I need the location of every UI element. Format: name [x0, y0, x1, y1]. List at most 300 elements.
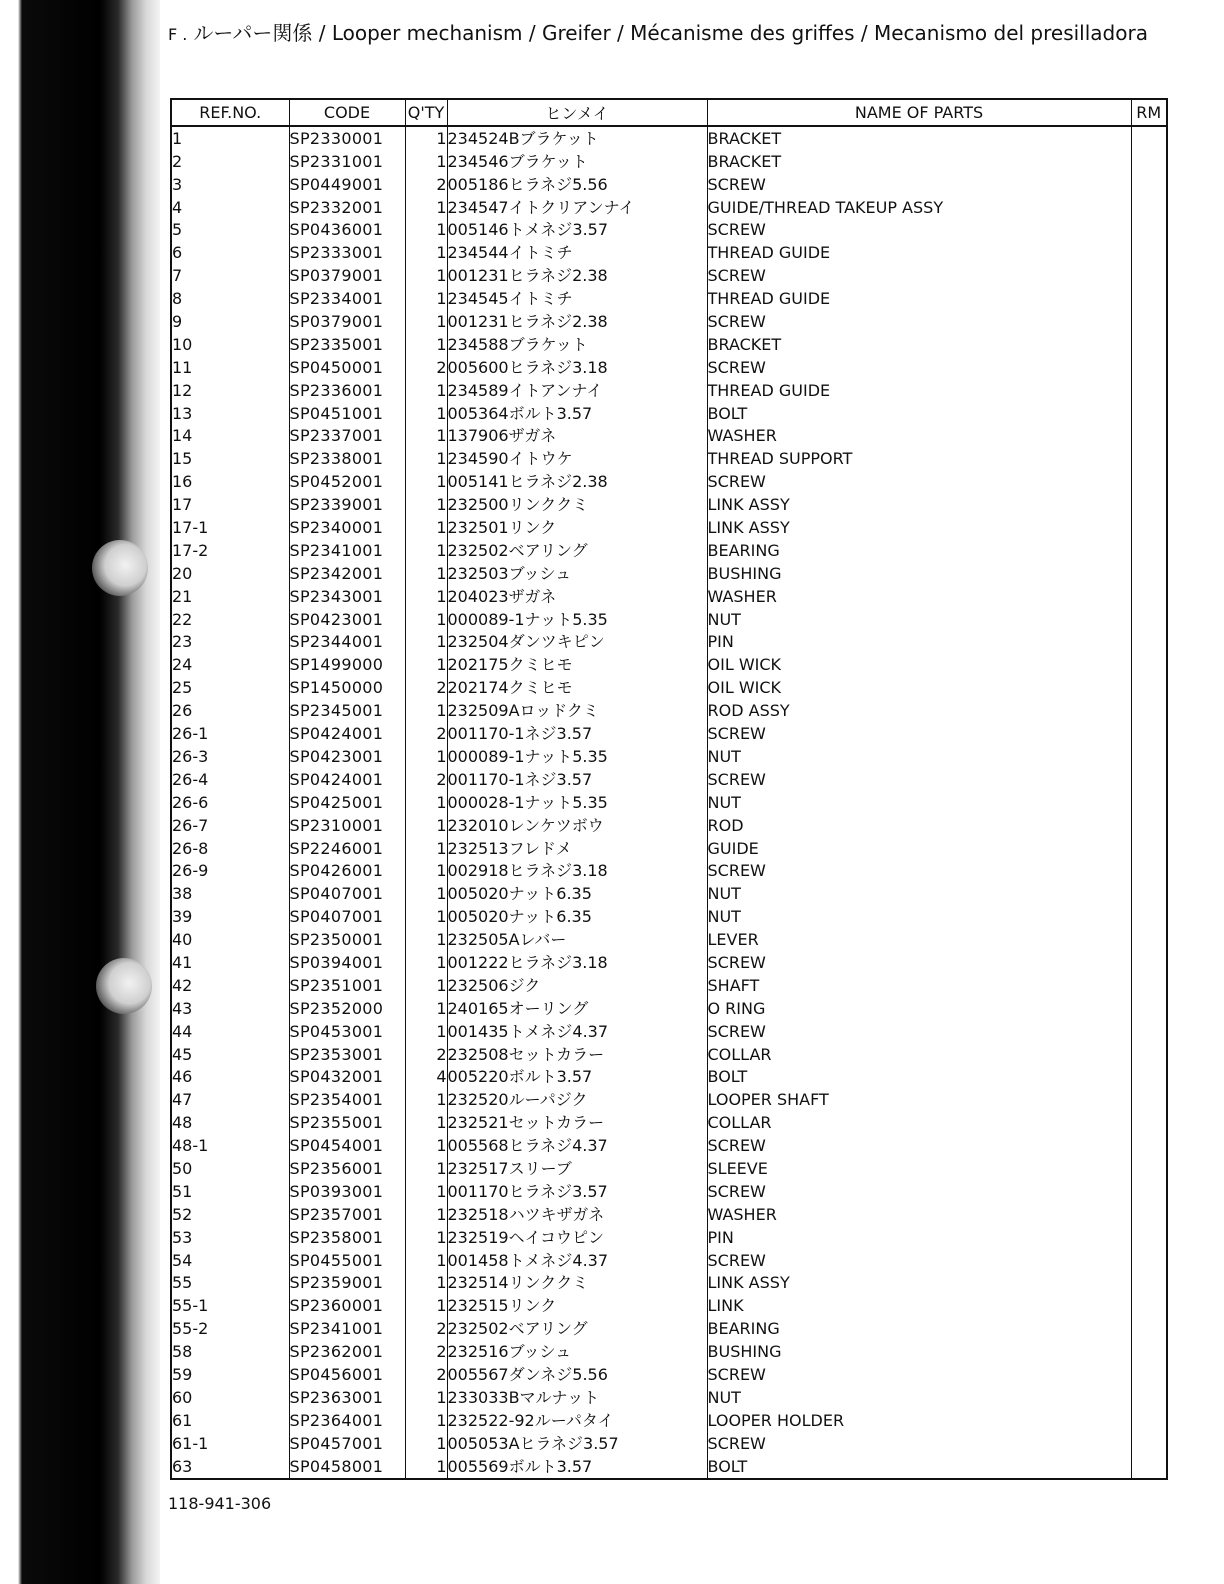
section-letter: F .: [168, 25, 188, 44]
hinmei-cell: 137906ザガネ: [447, 425, 707, 448]
code-cell: SP2357001: [289, 1203, 405, 1226]
qty-cell: 1: [405, 928, 447, 951]
table-row: [171, 379, 1167, 402]
part-name-cell: NUT: [707, 791, 1131, 814]
ref-no-cell: 59: [171, 1363, 289, 1386]
ref-no-cell: 54: [171, 1249, 289, 1272]
hinmei-cell: 001458トメネジ4.37: [447, 1249, 707, 1272]
code-cell: SP2331001: [289, 150, 405, 173]
qty-cell: 1: [405, 1157, 447, 1180]
ref-no-cell: 26-3: [171, 745, 289, 768]
table-row: [171, 722, 1167, 745]
ref-no-cell: 26-8: [171, 837, 289, 860]
ref-no-cell: 12: [171, 379, 289, 402]
rm-cell: [1131, 356, 1167, 379]
code-cell: SP2354001: [289, 1088, 405, 1111]
code-cell: SP2341001: [289, 539, 405, 562]
part-name-cell: SCREW: [707, 356, 1131, 379]
qty-cell: 1: [405, 241, 447, 264]
hinmei-cell: 234544イトミチ: [447, 241, 707, 264]
part-name-cell: SCREW: [707, 219, 1131, 242]
code-cell: SP2358001: [289, 1226, 405, 1249]
qty-cell: 1: [405, 562, 447, 585]
col-header-rm: RM: [1131, 99, 1167, 126]
ref-no-cell: 17: [171, 493, 289, 516]
qty-cell: 1: [405, 1020, 447, 1043]
table-row: [171, 1363, 1167, 1386]
ref-no-cell: 45: [171, 1043, 289, 1066]
rm-cell: [1131, 974, 1167, 997]
hinmei-cell: 001170ヒラネジ3.57: [447, 1180, 707, 1203]
code-cell: SP2350001: [289, 928, 405, 951]
code-cell: SP2333001: [289, 241, 405, 264]
table-row: [171, 402, 1167, 425]
rm-cell: [1131, 241, 1167, 264]
code-cell: SP0423001: [289, 745, 405, 768]
code-cell: SP0394001: [289, 951, 405, 974]
rm-cell: [1131, 1249, 1167, 1272]
qty-cell: 1: [405, 493, 447, 516]
col-header-qty: Q'TY: [405, 99, 447, 126]
qty-cell: 1: [405, 470, 447, 493]
rm-cell: [1131, 264, 1167, 287]
hinmei-cell: 233033Bマルナット: [447, 1386, 707, 1409]
table-row: [171, 997, 1167, 1020]
code-cell: SP0426001: [289, 860, 405, 883]
hinmei-cell: 232515リンク: [447, 1294, 707, 1317]
qty-cell: 1: [405, 219, 447, 242]
qty-cell: 1: [405, 608, 447, 631]
part-name-cell: THREAD GUIDE: [707, 241, 1131, 264]
rm-cell: [1131, 1294, 1167, 1317]
qty-cell: 1: [405, 310, 447, 333]
qty-cell: 1: [405, 882, 447, 905]
hinmei-cell: 001435トメネジ4.37: [447, 1020, 707, 1043]
hinmei-cell: 005568ヒラネジ4.37: [447, 1134, 707, 1157]
code-cell: SP0455001: [289, 1249, 405, 1272]
part-name-cell: COLLAR: [707, 1043, 1131, 1066]
part-name-cell: GUIDE: [707, 837, 1131, 860]
hinmei-cell: 240165オーリング: [447, 997, 707, 1020]
qty-cell: 2: [405, 768, 447, 791]
ref-no-cell: 17-1: [171, 516, 289, 539]
code-cell: SP2339001: [289, 493, 405, 516]
table-row: [171, 699, 1167, 722]
code-cell: SP0453001: [289, 1020, 405, 1043]
qty-cell: 1: [405, 516, 447, 539]
hinmei-cell: 204023ザガネ: [447, 585, 707, 608]
ref-no-cell: 10: [171, 333, 289, 356]
qty-cell: 2: [405, 1363, 447, 1386]
table-row: [171, 1317, 1167, 1340]
hinmei-cell: 232513フレドメ: [447, 837, 707, 860]
table-row: [171, 516, 1167, 539]
hinmei-cell: 234588ブラケット: [447, 333, 707, 356]
hinmei-cell: 232501リンク: [447, 516, 707, 539]
table-row: [171, 676, 1167, 699]
code-cell: SP2332001: [289, 196, 405, 219]
rm-cell: [1131, 676, 1167, 699]
rm-cell: [1131, 219, 1167, 242]
rm-cell: [1131, 1432, 1167, 1455]
ref-no-cell: 55: [171, 1272, 289, 1295]
hinmei-cell: 000089-1ナット5.35: [447, 745, 707, 768]
qty-cell: 4: [405, 1066, 447, 1089]
rm-cell: [1131, 1363, 1167, 1386]
part-name-cell: SCREW: [707, 768, 1131, 791]
rm-cell: [1131, 196, 1167, 219]
hinmei-cell: 005053Aヒラネジ3.57: [447, 1432, 707, 1455]
hinmei-cell: 232504ダンツキピン: [447, 631, 707, 654]
table-row: [171, 470, 1167, 493]
hinmei-cell: 234545イトミチ: [447, 287, 707, 310]
rm-cell: [1131, 928, 1167, 951]
rm-cell: [1131, 1226, 1167, 1249]
binder-hole-top: [92, 540, 148, 596]
rm-cell: [1131, 722, 1167, 745]
part-name-cell: NUT: [707, 608, 1131, 631]
part-name-cell: BUSHING: [707, 1340, 1131, 1363]
qty-cell: 1: [405, 447, 447, 470]
part-name-cell: LINK: [707, 1294, 1131, 1317]
hinmei-cell: 005186ヒラネジ5.56: [447, 173, 707, 196]
hinmei-cell: 232505Aレバー: [447, 928, 707, 951]
ref-no-cell: 40: [171, 928, 289, 951]
hinmei-cell: 232518ハツキザガネ: [447, 1203, 707, 1226]
table-row: [171, 928, 1167, 951]
rm-cell: [1131, 425, 1167, 448]
table-row: [171, 1455, 1167, 1479]
table-row: [171, 493, 1167, 516]
table-row: [171, 310, 1167, 333]
hinmei-cell: 005146トメネジ3.57: [447, 219, 707, 242]
hinmei-cell: 232500リンククミ: [447, 493, 707, 516]
part-name-cell: PIN: [707, 631, 1131, 654]
binder-edge-shadow: [0, 0, 160, 1584]
part-name-cell: THREAD SUPPORT: [707, 447, 1131, 470]
code-cell: SP0458001: [289, 1455, 405, 1479]
code-cell: SP0424001: [289, 768, 405, 791]
code-cell: SP2336001: [289, 379, 405, 402]
code-cell: SP0393001: [289, 1180, 405, 1203]
rm-cell: [1131, 631, 1167, 654]
rm-cell: [1131, 447, 1167, 470]
part-name-cell: BEARING: [707, 1317, 1131, 1340]
part-name-cell: OIL WICK: [707, 653, 1131, 676]
rm-cell: [1131, 516, 1167, 539]
ref-no-cell: 15: [171, 447, 289, 470]
hinmei-cell: 202174クミヒモ: [447, 676, 707, 699]
qty-cell: 1: [405, 1455, 447, 1479]
hinmei-cell: 232502ベアリング: [447, 539, 707, 562]
binder-hole-bottom: [96, 958, 152, 1014]
code-cell: SP0379001: [289, 310, 405, 333]
ref-no-cell: 43: [171, 997, 289, 1020]
table-row: [171, 333, 1167, 356]
part-name-cell: BRACKET: [707, 126, 1131, 150]
qty-cell: 1: [405, 1111, 447, 1134]
table-row: [171, 539, 1167, 562]
table-row: [171, 1432, 1167, 1455]
table-row: [171, 1180, 1167, 1203]
ref-no-cell: 2: [171, 150, 289, 173]
ref-no-cell: 47: [171, 1088, 289, 1111]
rm-cell: [1131, 1409, 1167, 1432]
col-header-hinmei: ヒンメイ: [447, 99, 707, 126]
table-row: [171, 447, 1167, 470]
part-name-cell: SCREW: [707, 722, 1131, 745]
part-name-cell: BOLT: [707, 402, 1131, 425]
code-cell: SP2334001: [289, 287, 405, 310]
hinmei-cell: 005567ダンネジ5.56: [447, 1363, 707, 1386]
part-name-cell: SCREW: [707, 1134, 1131, 1157]
hinmei-cell: 234524Bブラケット: [447, 126, 707, 150]
qty-cell: 1: [405, 1432, 447, 1455]
code-cell: SP2343001: [289, 585, 405, 608]
hinmei-cell: 001222ヒラネジ3.18: [447, 951, 707, 974]
part-name-cell: SCREW: [707, 310, 1131, 333]
code-cell: SP2310001: [289, 814, 405, 837]
code-cell: SP0425001: [289, 791, 405, 814]
table-row: [171, 974, 1167, 997]
ref-no-cell: 26-9: [171, 860, 289, 883]
rm-cell: [1131, 1157, 1167, 1180]
part-name-cell: BOLT: [707, 1455, 1131, 1479]
code-cell: SP2341001: [289, 1317, 405, 1340]
table-row: [171, 196, 1167, 219]
rm-cell: [1131, 126, 1167, 150]
part-name-cell: SCREW: [707, 1432, 1131, 1455]
ref-no-cell: 20: [171, 562, 289, 585]
qty-cell: 1: [405, 1272, 447, 1295]
code-cell: SP2337001: [289, 425, 405, 448]
code-cell: SP2344001: [289, 631, 405, 654]
hinmei-cell: 232516ブッシュ: [447, 1340, 707, 1363]
qty-cell: 1: [405, 425, 447, 448]
rm-cell: [1131, 1455, 1167, 1479]
rm-cell: [1131, 837, 1167, 860]
qty-cell: 1: [405, 1409, 447, 1432]
hinmei-cell: 234590イトウケ: [447, 447, 707, 470]
ref-no-cell: 23: [171, 631, 289, 654]
table-row: [171, 837, 1167, 860]
ref-no-cell: 21: [171, 585, 289, 608]
code-cell: SP1450000: [289, 676, 405, 699]
section-title: ルーパー関係 / Looper mechanism / Greifer / Mécanisme des griffes / Mecanismo del presilladora: [193, 21, 1148, 45]
hinmei-cell: 232508セットカラー: [447, 1043, 707, 1066]
qty-cell: 1: [405, 745, 447, 768]
rm-cell: [1131, 882, 1167, 905]
qty-cell: 1: [405, 1226, 447, 1249]
code-cell: SP2335001: [289, 333, 405, 356]
hinmei-cell: 232010レンケツボウ: [447, 814, 707, 837]
rm-cell: [1131, 539, 1167, 562]
rm-cell: [1131, 699, 1167, 722]
table-row: [171, 1409, 1167, 1432]
code-cell: SP0407001: [289, 882, 405, 905]
code-cell: SP0451001: [289, 402, 405, 425]
code-cell: SP2340001: [289, 516, 405, 539]
code-cell: SP2363001: [289, 1386, 405, 1409]
code-cell: SP0423001: [289, 608, 405, 631]
rm-cell: [1131, 310, 1167, 333]
part-name-cell: SLEEVE: [707, 1157, 1131, 1180]
ref-no-cell: 3: [171, 173, 289, 196]
rm-cell: [1131, 1111, 1167, 1134]
ref-no-cell: 58: [171, 1340, 289, 1363]
rm-cell: [1131, 905, 1167, 928]
ref-no-cell: 8: [171, 287, 289, 310]
table-row: [171, 241, 1167, 264]
ref-no-cell: 51: [171, 1180, 289, 1203]
part-name-cell: LOOPER SHAFT: [707, 1088, 1131, 1111]
hinmei-cell: 005220ボルト3.57: [447, 1066, 707, 1089]
hinmei-cell: 005600ヒラネジ3.18: [447, 356, 707, 379]
qty-cell: 1: [405, 699, 447, 722]
rm-cell: [1131, 470, 1167, 493]
qty-cell: 1: [405, 585, 447, 608]
rm-cell: [1131, 1203, 1167, 1226]
code-cell: SP2330001: [289, 126, 405, 150]
qty-cell: 1: [405, 379, 447, 402]
ref-no-cell: 55-1: [171, 1294, 289, 1317]
hinmei-cell: 001170-1ネジ3.57: [447, 768, 707, 791]
code-cell: SP0379001: [289, 264, 405, 287]
rm-cell: [1131, 1386, 1167, 1409]
table-row: [171, 219, 1167, 242]
qty-cell: 1: [405, 653, 447, 676]
hinmei-cell: 232519ヘイコウピン: [447, 1226, 707, 1249]
table-row: [171, 791, 1167, 814]
code-cell: SP0456001: [289, 1363, 405, 1386]
qty-cell: 1: [405, 402, 447, 425]
qty-cell: 1: [405, 196, 447, 219]
ref-no-cell: 38: [171, 882, 289, 905]
rm-cell: [1131, 1340, 1167, 1363]
qty-cell: 1: [405, 287, 447, 310]
hinmei-cell: 232502ベアリング: [447, 1317, 707, 1340]
ref-no-cell: 52: [171, 1203, 289, 1226]
col-header-ref-no: REF.NO.: [171, 99, 289, 126]
qty-cell: 1: [405, 1203, 447, 1226]
table-row: [171, 1088, 1167, 1111]
part-name-cell: NUT: [707, 745, 1131, 768]
rm-cell: [1131, 1134, 1167, 1157]
table-row: [171, 951, 1167, 974]
code-cell: SP2352000: [289, 997, 405, 1020]
ref-no-cell: 17-2: [171, 539, 289, 562]
table-row: [171, 631, 1167, 654]
qty-cell: 1: [405, 264, 447, 287]
qty-cell: 1: [405, 837, 447, 860]
ref-no-cell: 7: [171, 264, 289, 287]
part-name-cell: OIL WICK: [707, 676, 1131, 699]
ref-no-cell: 41: [171, 951, 289, 974]
ref-no-cell: 26-7: [171, 814, 289, 837]
code-cell: SP0407001: [289, 905, 405, 928]
hinmei-cell: 001231ヒラネジ2.38: [447, 310, 707, 333]
code-cell: SP2351001: [289, 974, 405, 997]
hinmei-cell: 232520ルーパジク: [447, 1088, 707, 1111]
hinmei-cell: 005020ナット6.35: [447, 882, 707, 905]
part-name-cell: LINK ASSY: [707, 1272, 1131, 1295]
code-cell: SP2338001: [289, 447, 405, 470]
ref-no-cell: 50: [171, 1157, 289, 1180]
ref-no-cell: 13: [171, 402, 289, 425]
hinmei-cell: 005020ナット6.35: [447, 905, 707, 928]
qty-cell: 1: [405, 951, 447, 974]
ref-no-cell: 22: [171, 608, 289, 631]
ref-no-cell: 26-4: [171, 768, 289, 791]
rm-cell: [1131, 1020, 1167, 1043]
part-name-cell: O RING: [707, 997, 1131, 1020]
table-row: [171, 1043, 1167, 1066]
code-cell: SP0450001: [289, 356, 405, 379]
hinmei-cell: 002918ヒラネジ3.18: [447, 860, 707, 883]
hinmei-cell: 005141ヒラネジ2.38: [447, 470, 707, 493]
part-name-cell: SCREW: [707, 1180, 1131, 1203]
hinmei-cell: 232521セットカラー: [447, 1111, 707, 1134]
table-row: [171, 768, 1167, 791]
table-row: [171, 150, 1167, 173]
part-name-cell: BOLT: [707, 1066, 1131, 1089]
code-cell: SP2360001: [289, 1294, 405, 1317]
rm-cell: [1131, 379, 1167, 402]
rm-cell: [1131, 173, 1167, 196]
hinmei-cell: 232503ブッシュ: [447, 562, 707, 585]
hinmei-cell: 234546ブラケット: [447, 150, 707, 173]
ref-no-cell: 16: [171, 470, 289, 493]
hinmei-cell: 000089-1ナット5.35: [447, 608, 707, 631]
qty-cell: 2: [405, 1043, 447, 1066]
rm-cell: [1131, 1043, 1167, 1066]
part-name-cell: SCREW: [707, 860, 1131, 883]
qty-cell: 1: [405, 791, 447, 814]
part-name-cell: WASHER: [707, 585, 1131, 608]
qty-cell: 1: [405, 1088, 447, 1111]
rm-cell: [1131, 562, 1167, 585]
table-row: [171, 860, 1167, 883]
part-name-cell: PIN: [707, 1226, 1131, 1249]
part-name-cell: SCREW: [707, 264, 1131, 287]
part-name-cell: ROD ASSY: [707, 699, 1131, 722]
parts-table: [170, 98, 1168, 1480]
table-row: [171, 264, 1167, 287]
part-name-cell: LOOPER HOLDER: [707, 1409, 1131, 1432]
qty-cell: 1: [405, 1180, 447, 1203]
part-name-cell: GUIDE/THREAD TAKEUP ASSY: [707, 196, 1131, 219]
table-row: [171, 425, 1167, 448]
rm-cell: [1131, 860, 1167, 883]
qty-cell: 1: [405, 1134, 447, 1157]
section-header: [168, 18, 1168, 50]
col-header-code: CODE: [289, 99, 405, 126]
qty-cell: 1: [405, 905, 447, 928]
part-name-cell: LEVER: [707, 928, 1131, 951]
code-cell: SP2356001: [289, 1157, 405, 1180]
table-row: [171, 905, 1167, 928]
hinmei-cell: 001170-1ネジ3.57: [447, 722, 707, 745]
qty-cell: 1: [405, 860, 447, 883]
hinmei-cell: 202175クミヒモ: [447, 653, 707, 676]
ref-no-cell: 42: [171, 974, 289, 997]
part-name-cell: LINK ASSY: [707, 516, 1131, 539]
table-row: [171, 1020, 1167, 1043]
part-name-cell: SCREW: [707, 951, 1131, 974]
table-row: [171, 1066, 1167, 1089]
rm-cell: [1131, 608, 1167, 631]
qty-cell: 1: [405, 974, 447, 997]
